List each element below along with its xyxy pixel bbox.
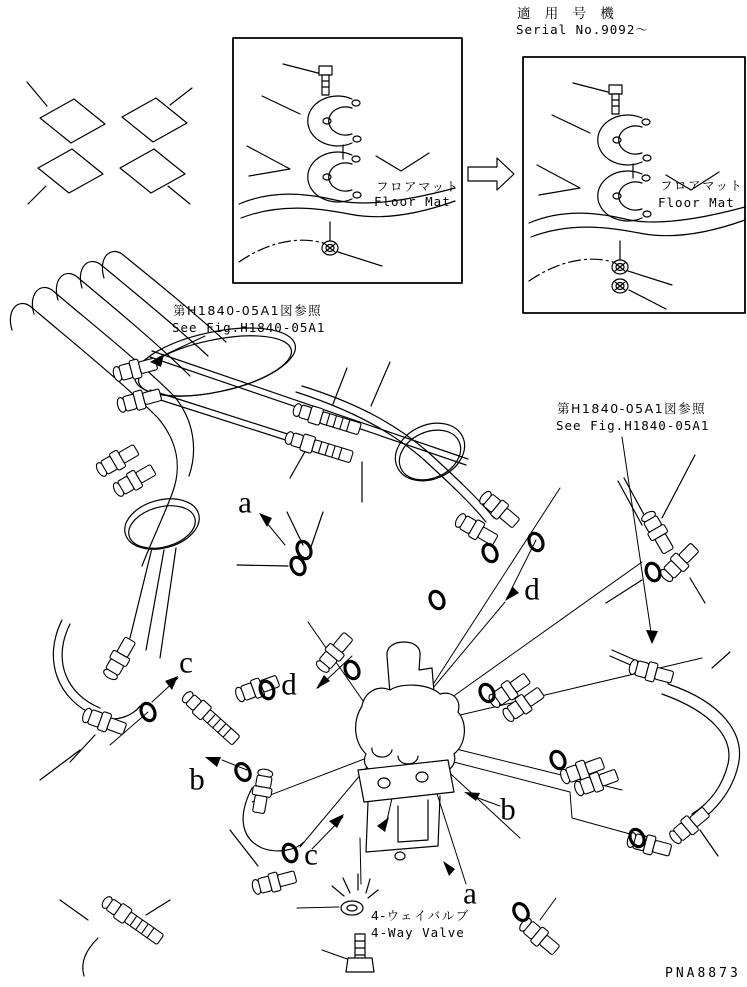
transition-arrow-icon [468, 158, 514, 190]
callout-d-mid-left: d [281, 666, 297, 702]
callout-c-mid-left: c [179, 644, 193, 680]
floor-mat-assembly-left [239, 64, 455, 266]
piping-right [606, 455, 740, 856]
applicable-serial-en: Serial No.9092～ [516, 22, 649, 37]
valve-label-jp: 4-ウェイバルブ [371, 908, 470, 923]
drawing-number: PNA8873 [665, 966, 741, 981]
callout-d-upper-right: d [524, 571, 540, 607]
floor-mat-box-left [233, 38, 462, 283]
callout-b-lower-left: b [189, 761, 205, 797]
callout-a-upper: a [238, 484, 252, 520]
callout-b-lower-right: b [500, 791, 516, 827]
shim-plates [27, 82, 192, 204]
floor-mat-label-left-en: Floor Mat [374, 194, 451, 209]
callout-a-bottom: a [463, 875, 477, 911]
floor-mat-label-left-jp: フロアマット [376, 179, 460, 194]
callout-c-bottom: c [304, 836, 318, 872]
applicable-serial-jp: 適 用 号 機 [517, 6, 619, 22]
reference-right-en: See Fig.H1840-05A1 [556, 418, 710, 433]
floor-mat-label-right-en: Floor Mat [658, 195, 735, 210]
reference-leaders [158, 336, 651, 632]
reference-right-jp: 第H1840-05A1図参照 [557, 401, 707, 416]
hoses-upper-middle [148, 351, 494, 566]
reference-left-jp: 第H1840-05A1図参照 [173, 303, 323, 318]
reference-left-en: See Fig.H1840-05A1 [172, 320, 326, 335]
valve-label-en: 4-Way Valve [371, 925, 465, 940]
floor-mat-label-right-jp: フロアマット [660, 178, 744, 193]
